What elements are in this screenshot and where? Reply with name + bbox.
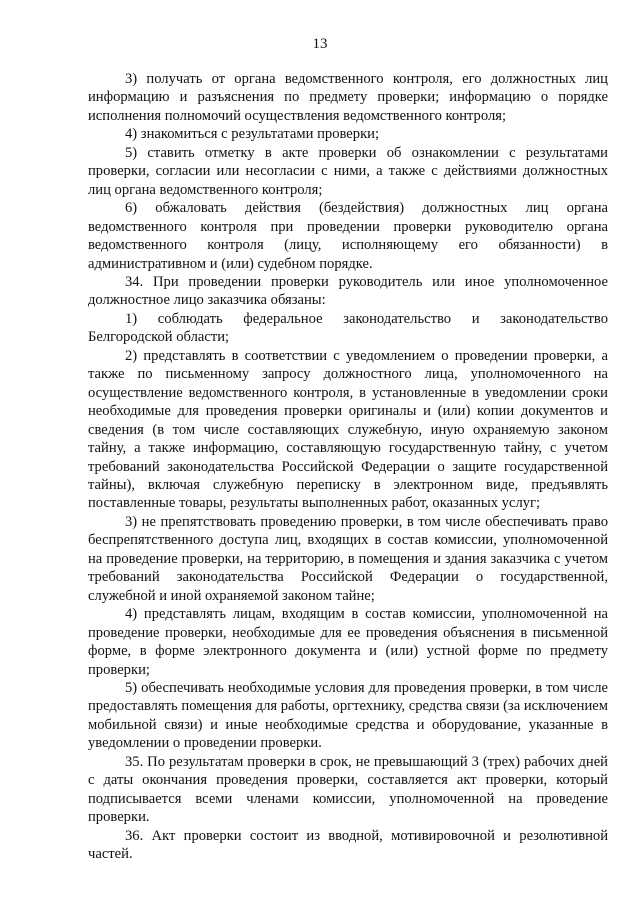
paragraph-clause-34-item-1: 1) соблюдать федеральное законодательство и законодательство Белгородской области; [88, 310, 608, 346]
paragraph-clause-34-item-2: 2) представлять в соответствии с уведомлением о проведении проверки, а также по письменному запросу должностного лица, уполномоченного на осуществление ведомственного контроля, в установленные в уведомлении сроки необходимые для проведения проверки оригиналы и (или) копии документов и сведения (в том числе составляющих служебную, иную охраняемую законом тайну, а также информацию, составляющую государственную тайну, с учетом требований законодательства Российской Федерации о защите государственной тайны), включая служебную переписку в электронном виде, предъявлять поставленные товары, результаты выполненных работ, оказанных услуг; [88, 347, 608, 512]
paragraph-item-3-receive-information: 3) получать от органа ведомственного контроля, его должностных лиц информацию и разъяснения по предмету проверки; информацию о порядке исполнения полномочий осуществления ведомственного контроля; [88, 71, 608, 124]
paragraph-item-6-appeal: 6) обжаловать действия (бездействия) должностных лиц органа ведомственного контроля при проведении проверки руководителю органа ведомственного контроля (лицу, исполняющему его обязанности) в административном и (или) судебном порядке. [88, 200, 608, 272]
paragraph-item-4-review-results: 4) знакомиться с результатами проверки; [125, 126, 380, 143]
paragraph-clause-34-item-5: 5) обеспечивать необходимые условия для проведения проверки, в том числе предоставлять помещения для работы, оргтехнику, средства связи (за исключением мобильной связи) и иные необходимые средства и оборудование, указанные в уведомлении о проведении проверки. [88, 679, 608, 752]
page-number: 13 [312, 36, 328, 52]
paragraph-clause-36: 36. Акт проверки состоит из вводной, мотивировочной и резолютивной частей. [88, 827, 608, 863]
paragraph-clause-34-item-3: 3) не препятствовать проведению проверки, в том числе обеспечивать право беспрепятственного доступа лиц, входящих в состав комиссии, уполномоченной на проведение проверки, на территорию, в помещения и здания заказчика с учетом требований законодательства Российской Федерации о государственной, служебной и иной охраняемой законом тайне; [88, 513, 608, 604]
paragraph-clause-34: 34. При проведении проверки руководитель или иное уполномоченное должностное лицо заказчика обязаны: [88, 273, 608, 309]
paragraph-item-5-mark-act: 5) ставить отметку в акте проверки об ознакомлении с результатами проверки, согласии или несогласии с ними, а также с действиями должностных лиц органа ведомственного контроля; [88, 144, 608, 198]
paragraph-clause-35: 35. По результатам проверки в срок, не превышающий 3 (трех) рабочих дней с даты окончания проведения проверки, составляется акт проверки, который подписывается всеми членами комиссии, уполномоченной на проведение проверки. [88, 753, 608, 826]
paragraph-clause-34-item-4: 4) представлять лицам, входящим в состав комиссии, уполномоченной на проведение проверки, необходимые для ее проведения объяснения в письменной форме, в форме электронного документа и (или) устной форме по предмету проверки; [88, 606, 608, 678]
document-body [88, 70, 608, 863]
